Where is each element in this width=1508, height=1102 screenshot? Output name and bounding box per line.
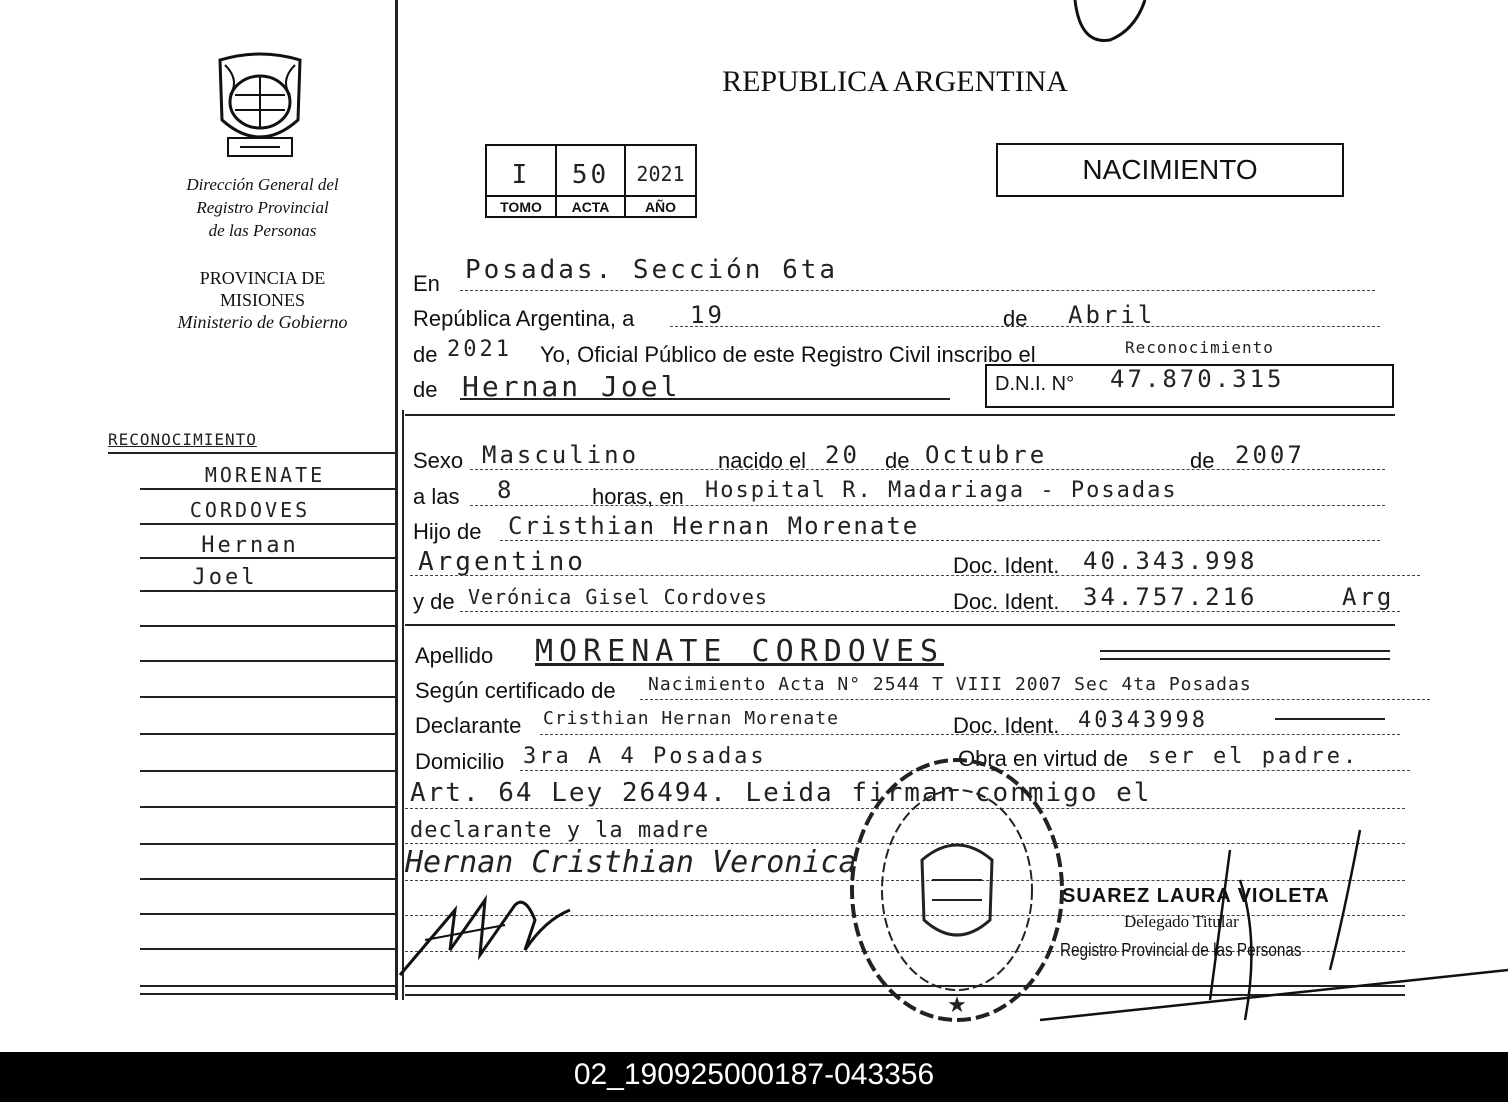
mother-doc: 34.757.216	[1083, 583, 1258, 611]
agency-line-2: Registro Provincial	[196, 198, 329, 217]
section-rule	[405, 414, 1395, 416]
column-divider	[395, 0, 398, 1000]
mother-nationality: Arg	[1342, 583, 1395, 611]
declarante-doc: 40343998	[1078, 708, 1208, 733]
margin-note-line-1: MORENATE	[204, 463, 326, 487]
margin-rule	[140, 843, 395, 845]
dni-label: D.N.I. N°	[995, 373, 1075, 395]
margin-rule	[140, 985, 395, 987]
declarante-label: Declarante	[415, 713, 522, 738]
declarante-name: Cristhian Hernan Morenate	[543, 708, 839, 729]
margin-note-title: RECONOCIMIENTO	[108, 430, 257, 449]
segun-label: Según certificado de	[415, 678, 616, 703]
yde-label: y de	[413, 589, 455, 614]
margin-rule	[140, 913, 395, 915]
acta-value: 50	[571, 160, 610, 190]
de-label: de	[1003, 306, 1028, 331]
margin-rule	[140, 696, 395, 698]
acta-label: ACTA	[557, 195, 624, 218]
sexo-value: Masculino	[482, 441, 640, 469]
margin-rule	[140, 488, 395, 490]
record-box	[485, 144, 697, 218]
domicilio-value: 3ra A 4 Posadas	[523, 744, 767, 769]
coat-of-arms-icon	[210, 50, 310, 162]
rule	[410, 575, 1420, 576]
rule	[640, 699, 1430, 700]
rule	[470, 505, 1385, 506]
margin-rule	[108, 452, 395, 454]
margin-note-line-4: Joel	[192, 565, 258, 590]
birth-day: 20	[825, 441, 860, 469]
rule	[500, 540, 1380, 541]
birth-month: Octubre	[925, 441, 1048, 469]
section-rule	[405, 624, 1395, 626]
anio-value: 2021	[636, 162, 685, 186]
margin-rule	[140, 770, 395, 772]
margin-rule	[140, 590, 395, 592]
tomo-value: I	[511, 160, 531, 190]
hijo-label: Hijo de	[413, 519, 482, 544]
anio-cell	[626, 146, 695, 216]
margin-rule	[140, 878, 395, 880]
margin-rule	[140, 523, 395, 525]
nacido-label: nacido el	[718, 448, 807, 473]
note-line-2: declarante y la madre	[410, 818, 710, 843]
birth-hour: 8	[497, 476, 515, 504]
father-doc-label: Doc. Ident.	[953, 553, 1060, 578]
rule	[1100, 658, 1390, 660]
rule	[460, 290, 1375, 291]
tomo-cell	[487, 146, 557, 216]
margin-rule	[140, 806, 395, 808]
apellido-label: Apellido	[415, 643, 494, 668]
document-id-bar: 02_190925000187-043356	[0, 1052, 1508, 1102]
obra-label: Obra en virtud de	[958, 746, 1128, 771]
rule	[540, 734, 1400, 735]
official-name: SUAREZ LAURA VIOLETA	[1062, 885, 1330, 907]
de-year-label: de	[413, 342, 438, 367]
day-value: 19	[690, 301, 725, 329]
agency-name	[140, 173, 385, 242]
margin-rule	[140, 557, 395, 559]
mother-doc-label: Doc. Ident.	[953, 589, 1060, 614]
en-label: En	[413, 271, 440, 296]
birth-year: 2007	[1235, 441, 1305, 469]
rule	[670, 326, 1380, 327]
margin-note-line-3: Hernan	[201, 533, 299, 558]
obra-value: ser el padre.	[1148, 744, 1360, 769]
svg-text:★: ★	[947, 993, 967, 1018]
top-scribble-icon	[1070, 0, 1150, 45]
tomo-label: TOMO	[487, 195, 555, 218]
republica-label: República Argentina, a	[413, 306, 635, 331]
dni-value: 47.870.315	[1110, 365, 1285, 393]
agency-line-3: de las Personas	[208, 221, 317, 240]
alas-label: a las	[413, 484, 460, 509]
note-line-3: Hernan Cristhian Veronica	[405, 845, 857, 880]
de-birth-year-label: de	[1190, 448, 1215, 473]
margin-rule	[140, 948, 395, 950]
agency-line-1: Dirección General del	[186, 175, 339, 194]
horas-label: horas, en	[592, 484, 684, 509]
rule	[460, 398, 950, 400]
inscribo-text: Yo, Oficial Público de este Registro Civil inscribo el	[540, 342, 1036, 367]
birth-place: Hospital R. Madariaga - Posadas	[705, 478, 1178, 503]
declarante-doc-label: Doc. Ident.	[953, 713, 1060, 738]
sexo-label: Sexo	[413, 448, 464, 473]
ministry-name: Ministerio de Gobierno	[177, 312, 348, 332]
father-name: Cristhian Hernan Morenate	[508, 512, 920, 540]
province-block	[140, 267, 385, 333]
act-value: Reconocimiento	[1125, 338, 1274, 357]
official-signature-icon	[1030, 820, 1508, 1030]
de-birth-month-label: de	[885, 448, 910, 473]
person-name: Hernan Joel	[462, 370, 681, 403]
province-line-2: MISIONES	[219, 290, 305, 310]
margin-rule	[140, 660, 395, 662]
domicilio-label: Domicilio	[415, 749, 505, 774]
margin-rule	[140, 993, 395, 995]
margin-note-line-2: CORDOVES	[189, 498, 311, 522]
official-title: Delegado Titular	[1124, 912, 1239, 931]
surname: MORENATE CORDOVES	[535, 634, 945, 669]
father-doc: 40.343.998	[1083, 547, 1258, 575]
rule	[1100, 650, 1390, 652]
year-value: 2021	[447, 337, 512, 362]
en-value: Posadas. Sección 6ta	[465, 255, 839, 285]
anio-label: AÑO	[626, 195, 695, 218]
record-type-box: NACIMIENTO	[996, 143, 1344, 197]
rule	[1275, 718, 1385, 720]
father-nationality: Argentino	[418, 547, 586, 577]
mother-name: Verónica Gisel Cordoves	[468, 585, 768, 609]
province-line-1: PROVINCIA DE	[199, 268, 326, 288]
rule	[460, 611, 1400, 612]
month-value: Abril	[1068, 301, 1156, 329]
certificate: Nacimiento Acta N° 2544 T VIII 2007 Sec 4ta Posadas	[648, 674, 1252, 695]
registrar-signature-icon	[395, 880, 595, 980]
official-office: Registro Provincial de las Personas	[1060, 940, 1302, 960]
country-title: REPUBLICA ARGENTINA	[722, 65, 1068, 98]
margin-rule	[140, 733, 395, 735]
note-line-1: Art. 64 Ley 26494. Leida firman conmigo el	[410, 778, 1152, 808]
acta-cell	[557, 146, 626, 216]
de-person-label: de	[413, 377, 438, 402]
rule	[470, 469, 1385, 470]
margin-rule	[140, 625, 395, 627]
